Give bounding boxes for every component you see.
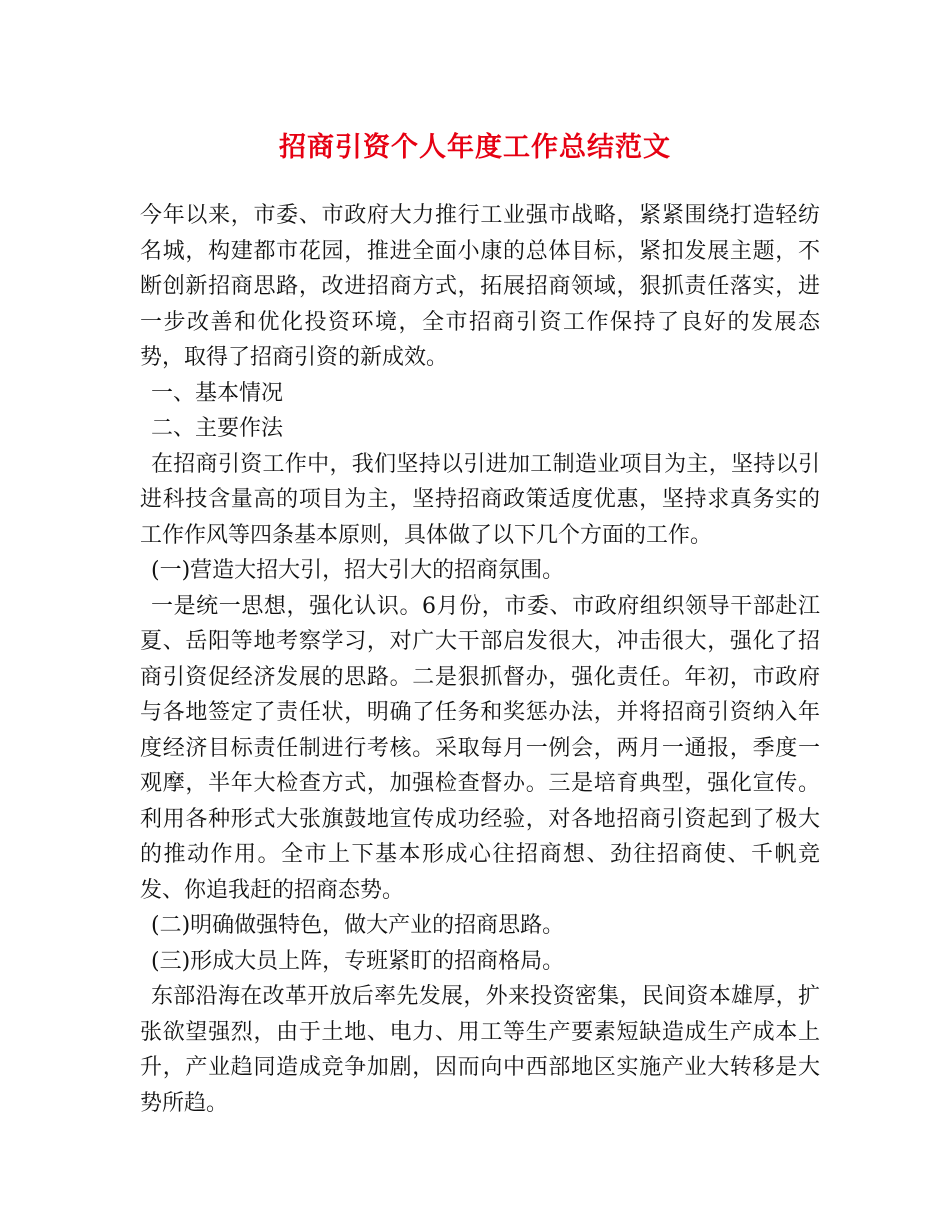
subsection-heading-3: (三)形成大员上阵，专班紧盯的招商格局。 [151, 948, 565, 974]
document-title: 招商引资个人年度工作总结范文 [279, 132, 671, 163]
subsection-heading-1: (一)营造大招大引，招大引大的招商氛围。 [151, 558, 565, 583]
eastern-coast-paragraph: 东部沿海在改革开放后率先发展，外来投资密集，民间资本雄厚，扩张欲望强烈，由于土地、电力、用工等生产要素短缺造成生产成本上升，产业趋同造成竞争加剧，因而向中西部地区实施产业大转移是大势所趋。 [140, 984, 820, 1116]
principles-paragraph: 在招商引资工作中，我们坚持以引进加工制造业项目为主，坚持以引进科技含量高的项目为主，坚持招商政策适度优惠，坚持求真务实的工作作风等四条基本原则，具体做了以下几个方面的工作。 [140, 451, 820, 548]
document-body [140, 198, 820, 1121]
section-heading-basic-situation: 一、基本情况 [151, 380, 284, 406]
intro-paragraph: 今年以来，市委、市政府大力推行工业强市战略，紧紧围绕打造轻纺名城，构建都市花园，推进全面小康的总体目标，紧扣发展主题，不断创新招商思路，改进招商方式，拓展招商领域，狠抓责任落实，进一步改善和优化投资环境，全市招商引资工作保持了良好的发展态势，取得了招商引资的新成效。 [140, 203, 820, 370]
section-heading-main-practices: 二、主要作法 [151, 416, 284, 441]
measures-paragraph: 一是统一思想，强化认识。6月份，市委、市政府组织领导干部赴江夏、岳阳等地考察学习，对广大干部启发很大，冲击很大，强化了招商引资促经济发展的思路。二是狠抓督办，强化责任。年初，市政府与各地签定了责任状，明确了任务和奖惩办法，并将招商引资纳入年度经济目标责任制进行考核。采取每月一例会，两月一通报，季度一观摩，半年大检查方式，加强检查督办。三是培育典型，强化宣传。利用各种形式大张旗鼓地宣传成功经验，对各地招商引资起到了极大的推动作用。全市上下基本形成心往招商想、劲往招商使、千帆竞发、你追我赶的招商态势。 [140, 593, 820, 903]
subsection-heading-2: (二)明确做强特色，做大产业的招商思路。 [151, 913, 565, 938]
